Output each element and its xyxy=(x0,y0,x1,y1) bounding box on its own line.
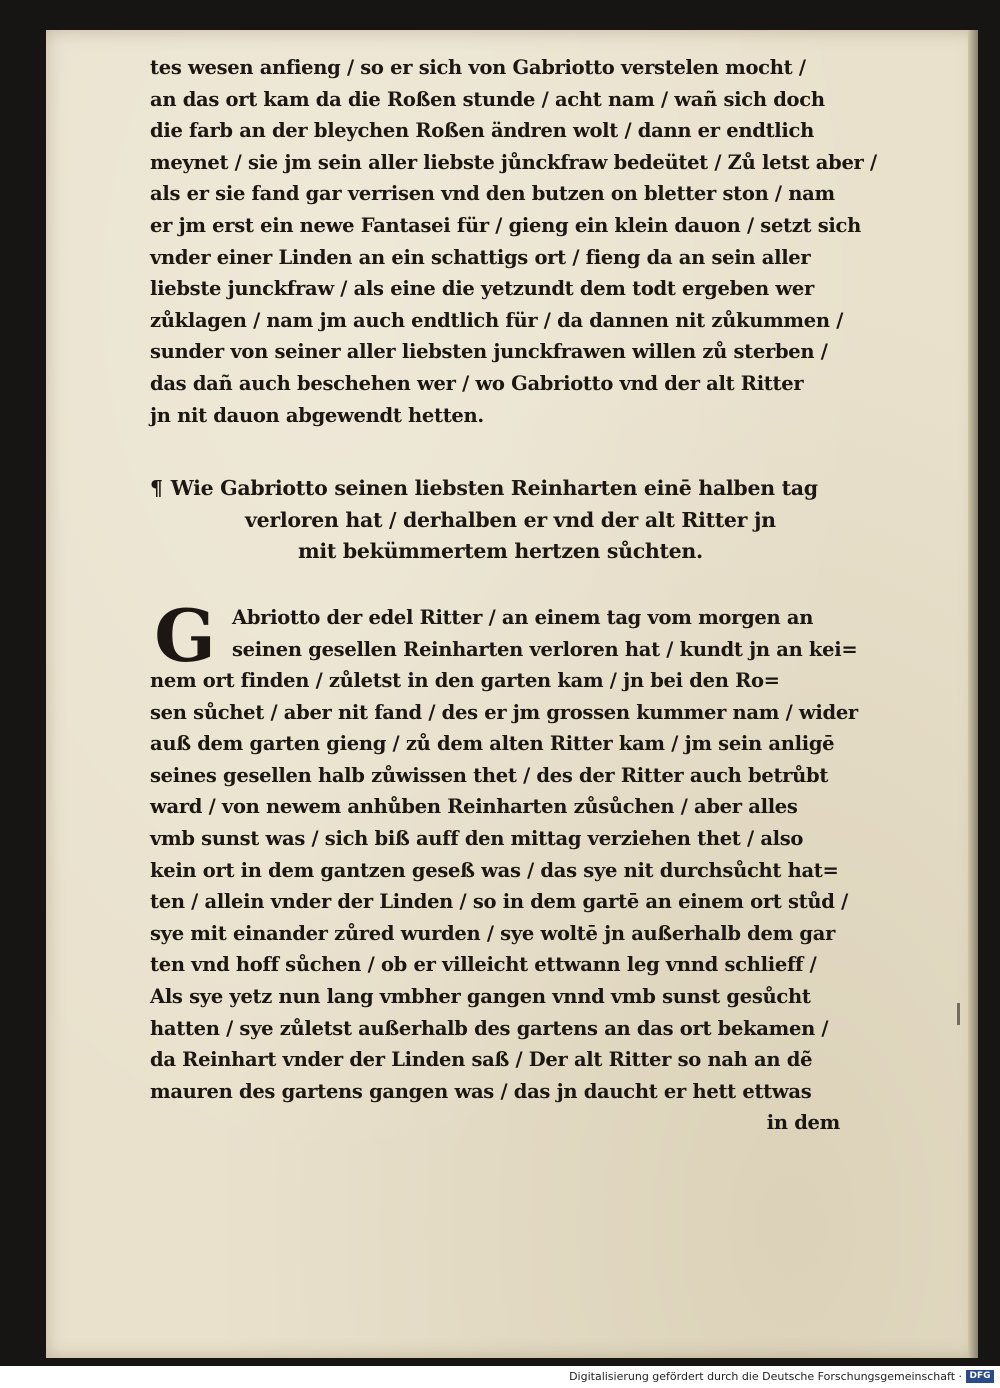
text-line: als er sie fand gar verrisen vnd den butzen on bletter ston / nam xyxy=(150,182,835,206)
text-line: vnder einer Linden an ein schattigs ort / fieng da an sein aller xyxy=(150,245,811,269)
text-line: an das ort kam da die Roßen stunde / acht nam / wañ sich doch xyxy=(150,87,825,111)
margin-ink-mark xyxy=(957,1003,960,1025)
text-line: nem ort finden / zůletst in den garten kam / jn bei den Ro= xyxy=(150,669,780,693)
text-line: jn nit dauon abgewendt hetten. xyxy=(150,403,484,427)
text-line: hatten / sye zůletst außerhalb des gartens an das ort bekamen / xyxy=(150,1016,829,1040)
text-line: sye mit einander zůred wurden / sye woltē jn außerhalb dem gar xyxy=(150,921,836,945)
text-line: vmb sunst was / sich biß auff den mittag verziehen thet / also xyxy=(150,827,804,851)
text-line: ten vnd hoff sůchen / ob er villeicht ettwann leg vnnd schlieff / xyxy=(150,953,817,977)
text-line: zůklagen / nam jm auch endtlich für / da dannen nit zůkummen / xyxy=(150,308,844,332)
decorated-initial: G xyxy=(154,592,216,678)
heading-line: mit bekümmertem hertzen sůchten. xyxy=(298,539,703,564)
chapter-heading xyxy=(150,473,900,568)
text-line: da Reinhart vnder der Linden saß / Der alt Ritter so nah an dẽ xyxy=(150,1048,813,1072)
text-line: die farb an der bleychen Roßen ändren wolt / dann er endtlich xyxy=(150,119,814,143)
text-line: liebste junckfraw / als eine die yetzundt dem todt ergeben wer xyxy=(150,277,814,301)
chapter-text xyxy=(150,592,900,1139)
dfg-logo: DFG xyxy=(966,1370,994,1383)
text-line: tes wesen anfieng / so er sich von Gabriotto verstelen mocht / xyxy=(150,56,806,79)
page-text xyxy=(150,52,900,1139)
catchword: in dem xyxy=(766,1111,840,1135)
text-line: Als sye yetz nun lang vmbher gangen vnnd vmb sunst gesůcht xyxy=(150,985,811,1009)
paragraph-continued xyxy=(150,52,900,431)
text-line: meynet / sie jm sein aller liebste jůnckfraw bedeütet / Zů letst aber / xyxy=(150,150,877,174)
text-line: sen sůchet / aber nit fand / des er jm grossen kummer nam / wider xyxy=(150,700,858,724)
text-line: ward / von newem anhůben Reinharten zůsůchen / aber alles xyxy=(150,795,798,819)
text-line: kein ort in dem gantzen geseß was / das sye nit durchsůcht hat= xyxy=(150,858,839,882)
text-line: sunder von seiner aller liebsten junckfrawen willen zů sterben / xyxy=(150,340,828,364)
heading-line: ¶ Wie Gabriotto seinen liebsten Reinharten einē halben tag xyxy=(150,476,818,501)
text-line: seinen gesellen Reinharten verloren hat / kundt jn an kei= xyxy=(232,637,858,661)
pilcrow-icon: ¶ xyxy=(150,476,163,501)
text-line: mauren des gartens gangen was / das jn daucht er hett ettwas xyxy=(150,1079,812,1103)
text-line: seines gesellen halb zůwissen thet / des der Ritter auch betrůbt xyxy=(150,763,829,787)
funding-credit: Digitalisierung gefördert durch die Deutsche Forschungsgemeinschaft · xyxy=(569,1370,962,1383)
text-line: das dañ auch beschehen wer / wo Gabriotto vnd der alt Ritter xyxy=(150,371,804,395)
text-line: ten / allein vnder der Linden / so in dem gartē an einem ort stůd / xyxy=(150,890,848,914)
page-edge xyxy=(968,30,978,1358)
text-line: auß dem garten gieng / zů dem alten Ritter kam / jm sein anligē xyxy=(150,732,835,756)
footer-bar xyxy=(0,1366,1000,1388)
text-line: Abriotto der edel Ritter / an einem tag vom morgen an xyxy=(232,605,814,629)
text-line: er jm erst ein newe Fantasei für / gieng ein klein dauon / setzt sich xyxy=(150,213,861,237)
heading-line: verloren hat / derhalben er vnd der alt Ritter jn xyxy=(245,507,776,532)
